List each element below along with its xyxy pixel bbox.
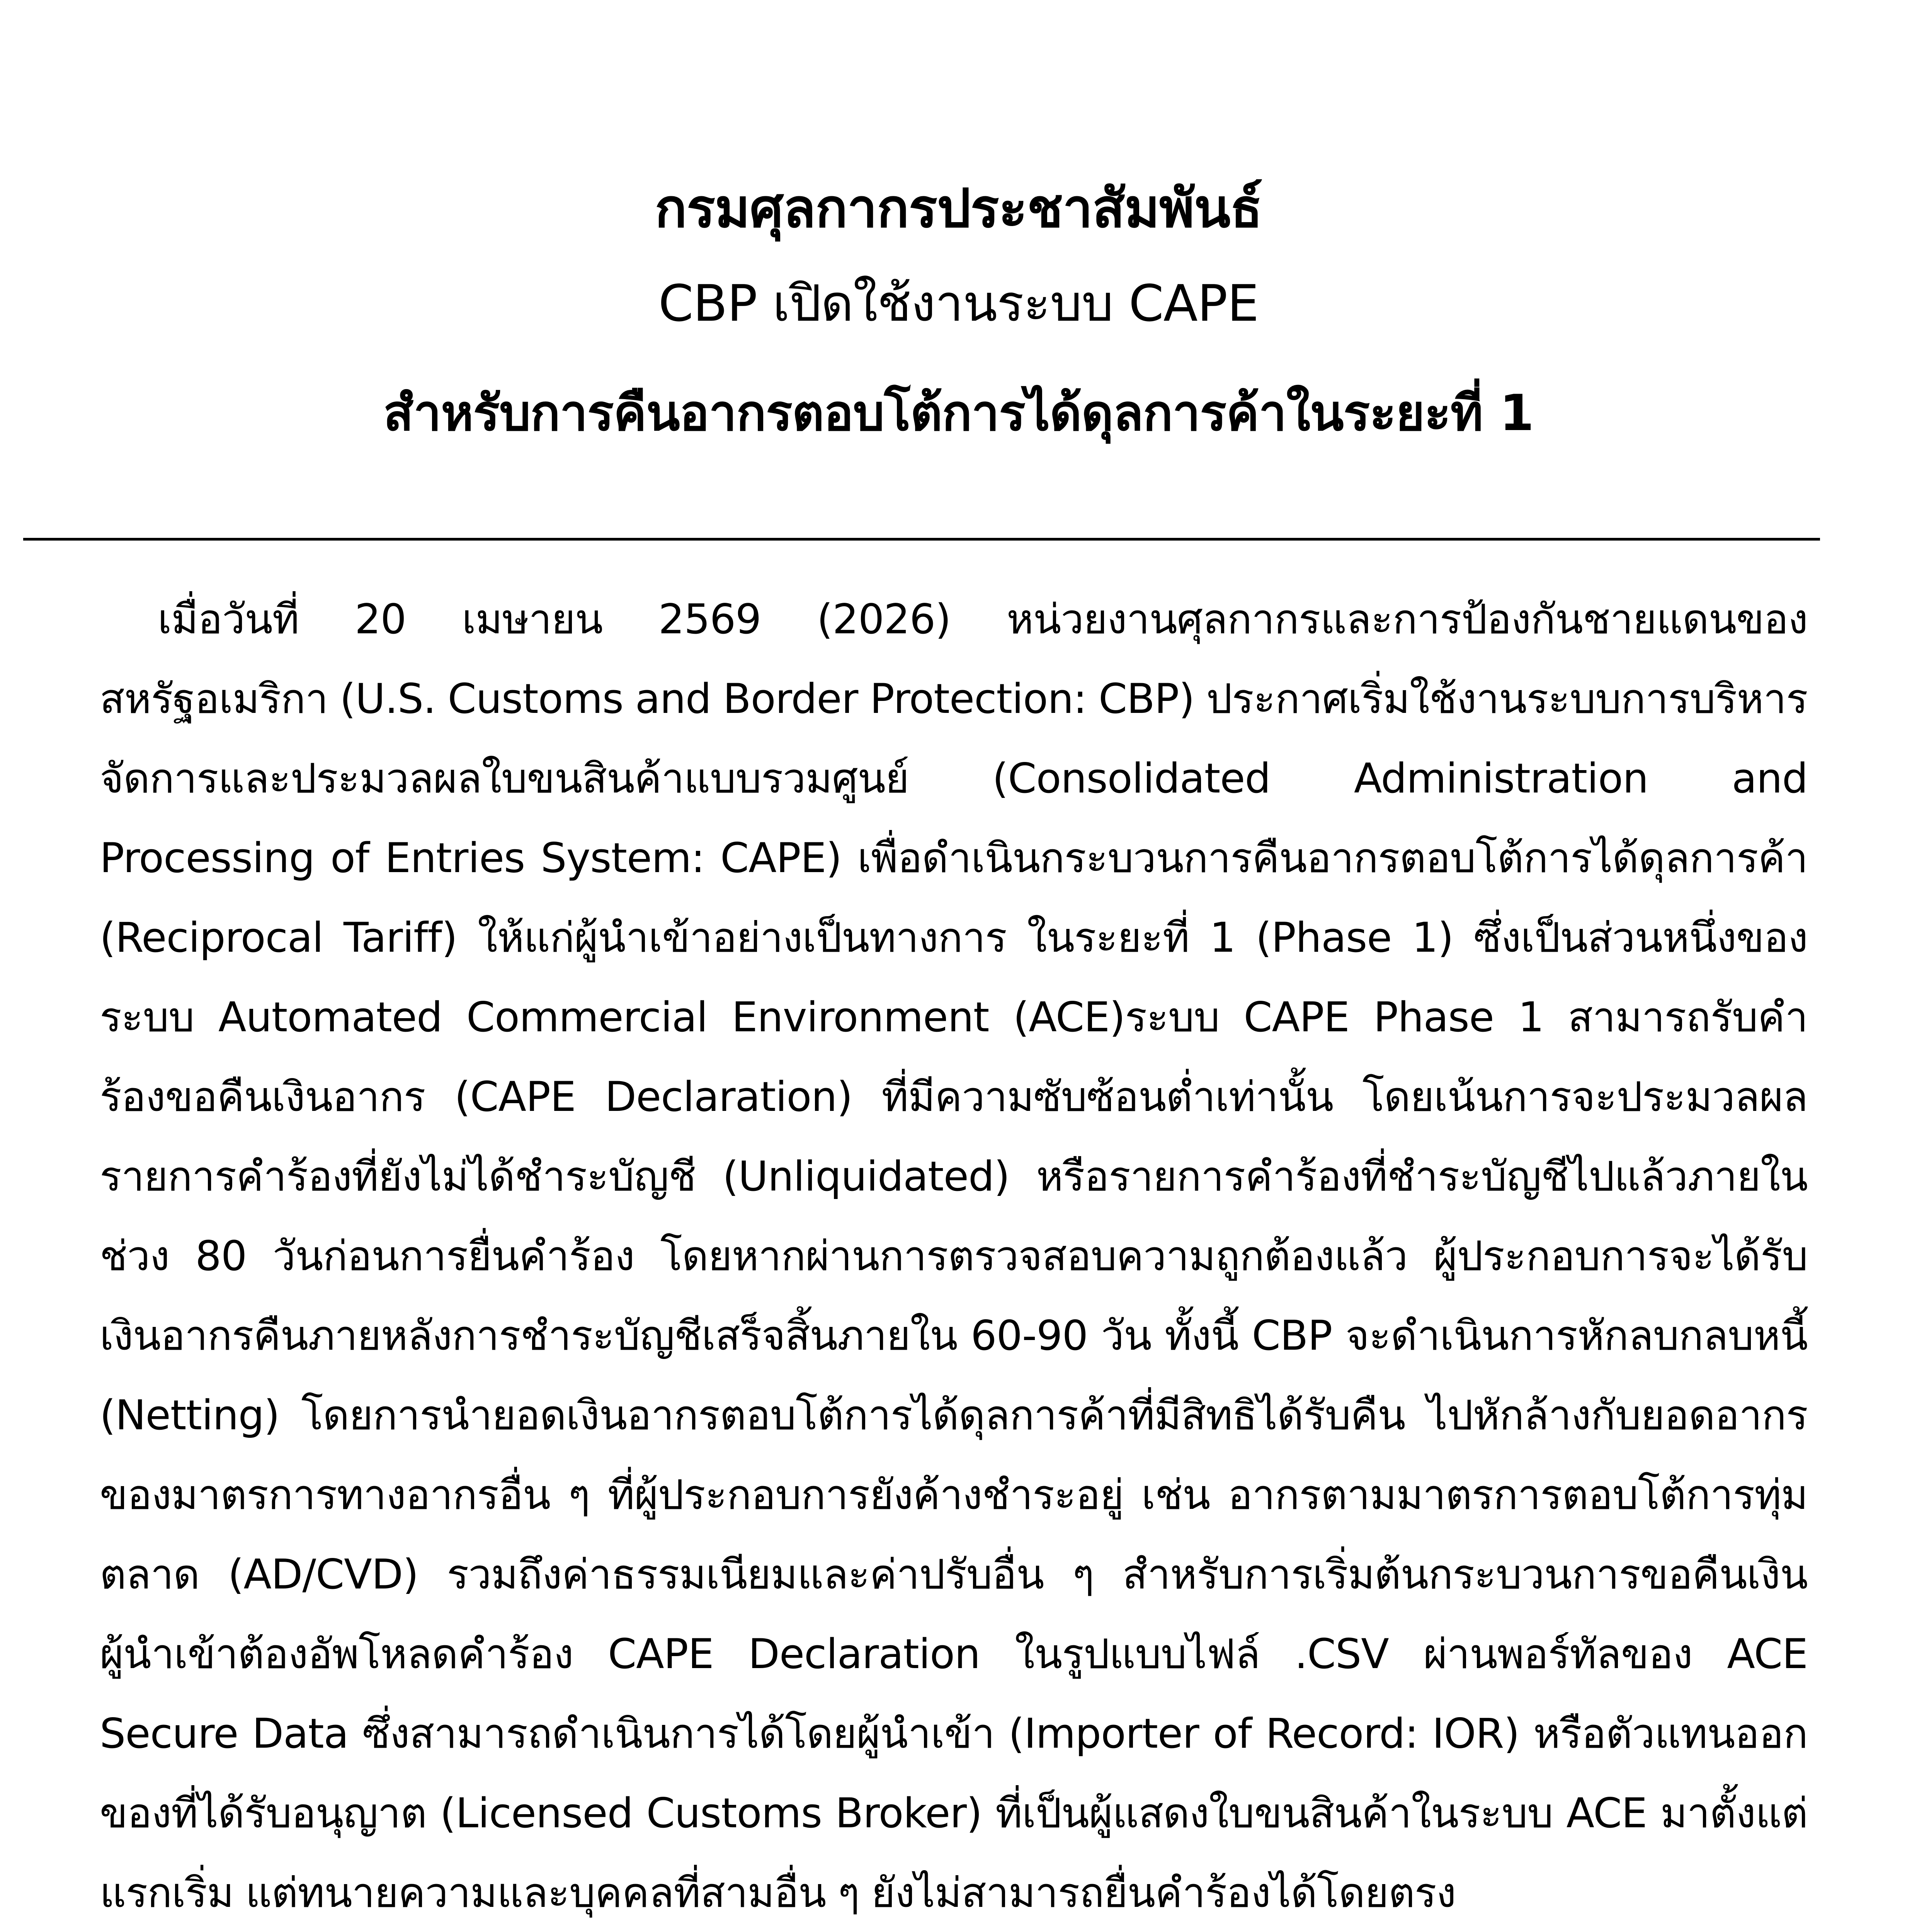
- headline-subtitle: สำหรับการคืนอากรตอบโต้การได้ดุลการค้าในระยะที่ 1: [383, 384, 1534, 442]
- header-divider: [23, 538, 1820, 541]
- document-header: [0, 170, 1917, 471]
- body-paragraph: เมื่อวันที่ 20 เมษายน 2569 (2026) หน่วยงานศุลกากรและการป้องกันชายแดนของสหรัฐอเมริกา (U.S. Customs and Border Protection: CBP) ประกาศเริ่มใช้งานระบบการบริหารจัดการและประมวลผลใบขนสินค้าแบบรวมศูนย์ (Consolidated Administration and Processing of Entries System: CAPE) เพื่อดำเนินกระบวนการคืนอากรตอบโต้การได้ดุลการค้า (Reciprocal Tariff) ให้แก่ผู้นำเข้าอย่างเป็นทางการ ในระยะที่ 1 (Phase 1) ซึ่งเป็นส่วนหนึ่งของระบบ Automated Commercial Environment (ACE)ระบบ CAPE Phase 1 สามารถรับคำร้องขอคืนเงินอากร (CAPE Declaration) ที่มีความซับซ้อนต่ำเท่านั้น โดยเน้นการจะประมวลผลรายการคำร้องที่ยังไม่ได้ชำระบัญชี (Unliquidated) หรือรายการคำร้องที่ชำระบัญชีไปแล้วภายในช่วง 80 วันก่อนการยื่นคำร้อง โดยหากผ่านการตรวจสอบความถูกต้องแล้ว ผู้ประกอบการจะได้รับเงินอากรคืนภายหลังการชำระบัญชีเสร็จสิ้นภายใน 60-90 วัน ทั้งนี้ CBP จะดำเนินการหักลบกลบหนี้ (Netting) โดยการนำยอดเงินอากรตอบโต้การได้ดุลการค้าที่มีสิทธิได้รับคืน ไปหักล้างกับยอดอากรของมาตรการทางอากรอื่น ๆ ที่ผู้ประกอบการยังค้างชำระอยู่ เช่น อากรตามมาตรการตอบโต้การทุ่มตลาด (AD/CVD) รวมถึงค่าธรรมเนียมและค่าปรับอื่น ๆ สำหรับการเริ่มต้นกระบวนการขอคืนเงิน ผู้นำเข้าต้องอัพโหลดคำร้อง CAPE Declaration ในรูปแบบไฟล์ .CSV ผ่านพอร์ทัลของ ACE Secure Data ซึ่งสามารถดำเนินการได้โดยผู้นำเข้า (Importer of Record: IOR) หรือตัวแทนออกของที่ได้รับอนุญาต (Licensed Customs Broker) ที่เป็นผู้แสดงใบขนสินค้าในระบบ ACE มาตั้งแต่แรกเริ่ม แต่ทนายความและบุคคลที่สามอื่น ๆ ยังไม่สามารถยื่นคำร้องได้โดยตรง: [100, 595, 1808, 1917]
- headline: CBP เปิดใช้งานระบบ CAPE: [658, 274, 1259, 333]
- page-title: กรมศุลกากรประชาสัมพันธ์: [655, 177, 1262, 240]
